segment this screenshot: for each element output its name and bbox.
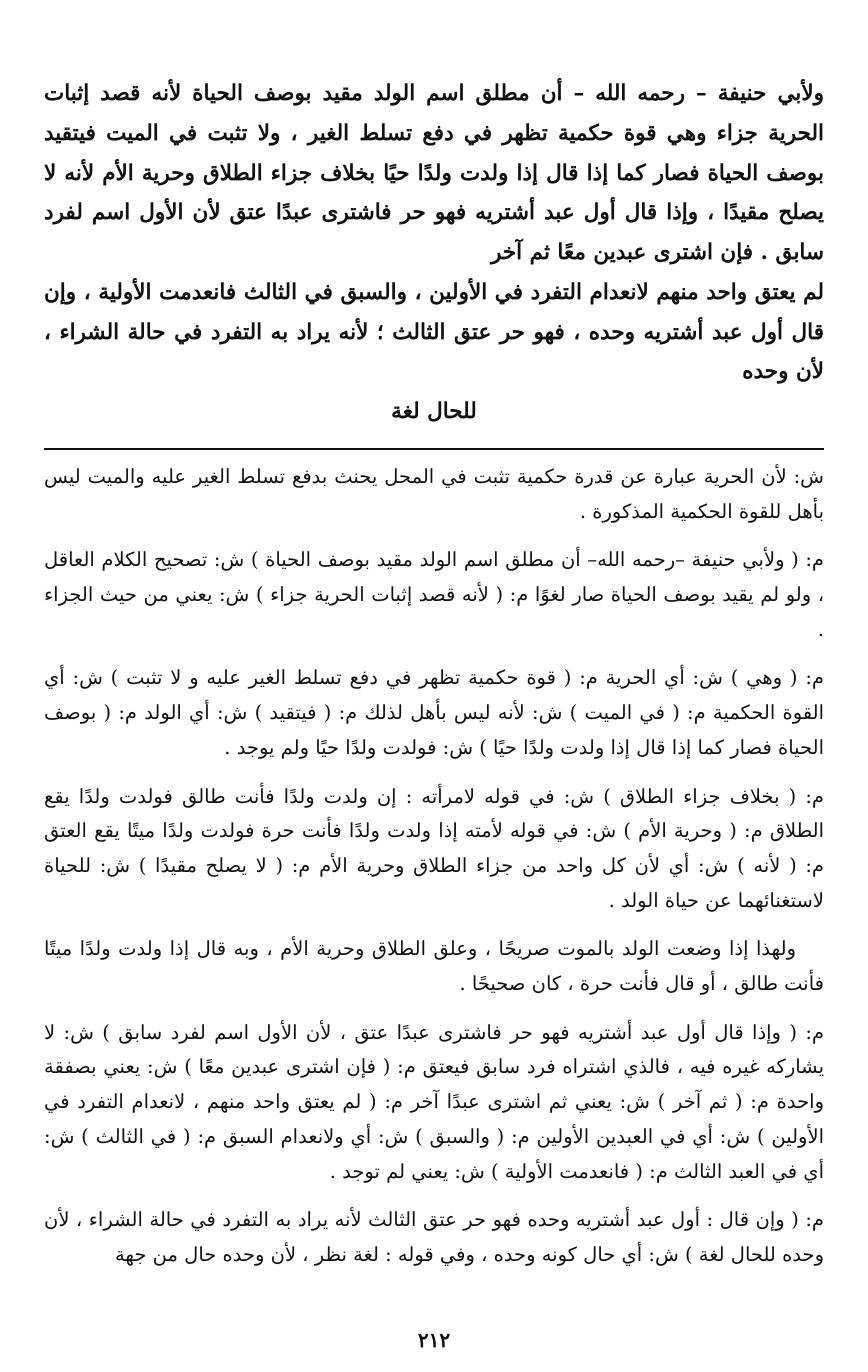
sharh-paragraph: م: ( بخلاف جزاء الطلاق ) ش: في قوله لامرأته : إن ولدت ولدًا فأنت طالق فولدت ولدًا يقع الطلاق م: ( وحرية الأم ) ش: في قوله لأمته إذا ولدت ولدًا فأنت حرة فولدت ولدًا ميتًا يقع العتق م: ( لأنه ) ش: أي لأن كل واحد من جزاء الطلاق وحرية الأم م: ( لا يصلح مقيدًا ) ش: للحياة لاستغنائهما عن حياة الولد .: [44, 784, 824, 912]
sharh-paragraph: م: ( وإذا قال أول عبد أشتريه فهو حر فاشترى عبدًا عتق ، لأن الأول اسم لفرد سابق ) ش: لا يشاركه غيره فيه ، فالذي اشتراه فرد سابق فيعتق م: ( فإن اشترى عبدين معًا ) ش: يعني بصفقة واحدة م: ( ثم آخر ) ش: يعني ثم اشترى عبدًا آخر م: ( لم يعتق واحد منهم ، لانعدام التفرد في الأولين ) ش: أي في العبدين الأولين م: ( والسبق ) ش: أي ولانعدام السبق م: ( في الثالث ) ش: أي في العبد الثالث م: ( فانعدمت الأولية ) ش: يعني لم توجد .: [44, 1020, 824, 1183]
section-divider: [44, 448, 824, 450]
page-number: ٢١٢: [417, 1328, 451, 1352]
sharh-paragraph: م: ( وهي ) ش: أي الحرية م: ( قوة حكمية تظهر في دفع تسلط الغير عليه و لا تثبت ) ش: أي القوة الحكمية م: ( في الميت ) ش: لأنه ليس بأهل لذلك م: ( فيتقيد ) ش: أي الولد م: ( بوصف الحياة فصار كما إذا قال إذا ولدت ولدًا حيًا ) ش: فولدت ولدًا حيًا ولم يوجد .: [44, 666, 824, 759]
sharh-paragraph: ش: لأن الحرية عبارة عن قدرة حكمية تثبت في المحل يحنث بدفع تسلط الغير عليه والميت ليس بأهل للقوة الحكمية المذكورة .: [44, 464, 824, 523]
sharh-paragraph: م: ( ولأبي حنيفة –رحمه الله– أن مطلق اسم الولد مقيد بوصف الحياة ) ش: تصحيح الكلام العاقل ، ولو لم يقيد بوصف الحياة صار لغوًا م: ( لأنه قصد إثبات الحرية جزاء ) ش: يعني من حيث الجزاء .: [44, 548, 824, 641]
sharh-paragraph: ولهذا إذا وضعت الولد بالموت صريحًا ، وعلق الطلاق وحرية الأم ، وبه قال إذا ولدت ولدًا ميتًا فأنت طالق ، أو قال فأنت حرة ، كان صحيحًا .: [44, 937, 824, 996]
sharh-paragraph: م: ( وإن قال : أول عبد أشتريه وحده فهو حر عتق الثالث لأنه يراد به التفرد في حالة الشراء ، لأن وحده للحال لغة ) ش: أي حال كونه وحده ، وفي قوله : لغة نظر ، لأن وحده حال من جهة: [44, 1208, 824, 1266]
matn-paragraph: لم يعتق واحد منهم لانعدام التفرد في الأولين ، والسبق في الثالث فانعدمت الأولية ، وإن قال أول عبد أشتريه وحده ، فهو حر عتق الثالث ؛ لأنه يراد به التفرد في حالة الشراء ، لأن وحده: [44, 279, 825, 385]
matn-paragraph: ولأبي حنيفة – رحمه الله – أن مطلق اسم الولد مقيد بوصف الحياة لأنه قصد إثبات الحرية جزاء وهي قوة حكمية تظهر في دفع تسلط الغير ، ولا تثبت في الميت فيتقيد بوصف الحياة فصار كما إذا قال إذا ولدت ولدًا حيًا بخلاف جزاء الطلاق وحرية الأم لأنه لا يصلح مقيدًا ، وإذا قال أول عبد أشتريه فهو حر فاشترى عبدًا عتق لأن الأول اسم لفرد سابق . فإن اشترى عبدين معًا ثم آخر: [44, 81, 824, 266]
sharh-section: [44, 460, 824, 1273]
book-page: [44, 74, 824, 1287]
matn-paragraph-end: للحال لغة: [391, 399, 477, 425]
matn-section: [44, 74, 824, 432]
